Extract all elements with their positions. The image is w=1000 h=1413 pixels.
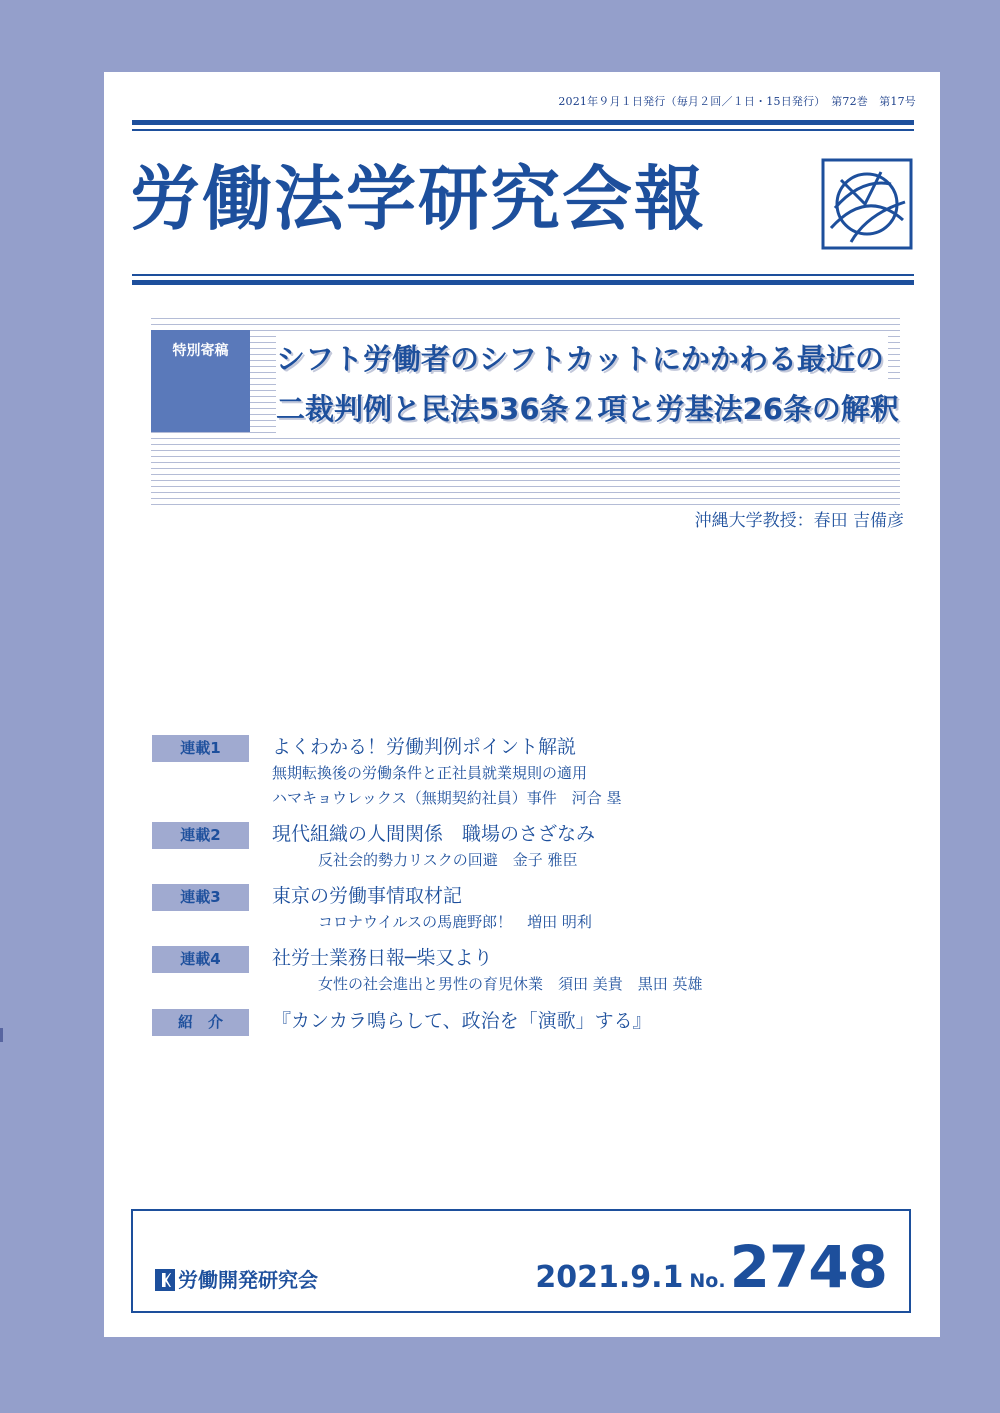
emblem-icon [821,158,913,250]
serial-title: 社労士業務日報─柴又より [272,947,493,969]
publication-info: 2021年９月１日発行（毎月２回／１日・15日発行） 第72巻 第17号 [558,95,916,108]
serial-badge: 連載2 [152,822,249,849]
serial-title: 現代組織の人間関係 職場のさざなみ [272,823,596,845]
introduction-badge: 紹 介 [152,1009,249,1036]
publisher-name: 労働開発研究会 [178,1268,318,1292]
serial-badge: 連載1 [152,735,249,762]
feature-author: 沖縄大学教授：春田 吉備彦 [689,506,904,531]
serial-subtitle: 女性の社会進出と男性の育児休業 須田 美貴 黒田 英雄 [318,975,703,993]
issue-no-label: No. [689,1270,726,1292]
special-contribution-tag [151,330,250,432]
issue-number: 2748 [729,1233,887,1301]
top-rule-thick [132,120,914,125]
footer-box [131,1209,911,1313]
issue-date: 2021.9.1 [535,1260,684,1295]
serial-badge: 連載4 [152,946,249,973]
magazine-title: 労働法学研究会報 [130,158,706,240]
publisher-mark-icon [155,1269,175,1291]
top-rule-thin [132,129,914,131]
serial-subtitle: ハマキョウレックス（無期契約社員）事件 河合 塁 [272,789,622,807]
serial-badge: 連載3 [152,884,249,911]
issue-info [535,1233,887,1301]
serial-subtitle: コロナウイルスの馬鹿野郎！ 増田 明利 [318,913,592,931]
serial-subtitle: 無期転換後の労働条件と正社員就業規則の適用 [272,764,588,782]
headline-line-1: シフト労働者のシフトカットにかかわる最近の [276,334,888,384]
feature-headline [276,334,916,434]
edge-mark [0,1028,3,1042]
special-tag-label: 特別寄稿 [172,343,229,359]
introduction-title: 『カンカラ鳴らして、政治を「演歌」する』 [272,1010,652,1032]
serial-title: 東京の労働事情取材記 [272,885,463,907]
serial-subtitle: 反社会的勢力リスクの回避 金子 雅臣 [318,851,578,869]
cover-sheet [104,72,940,1337]
bottom-rule-thick [132,280,914,285]
publisher-logo [155,1264,318,1293]
headline-line-2: 二裁判例と民法536条２項と労基法26条の解釈 [276,384,903,434]
bottom-rule-thin [132,274,914,276]
serial-title: よくわかる！労働判例ポイント解説 [272,736,577,758]
